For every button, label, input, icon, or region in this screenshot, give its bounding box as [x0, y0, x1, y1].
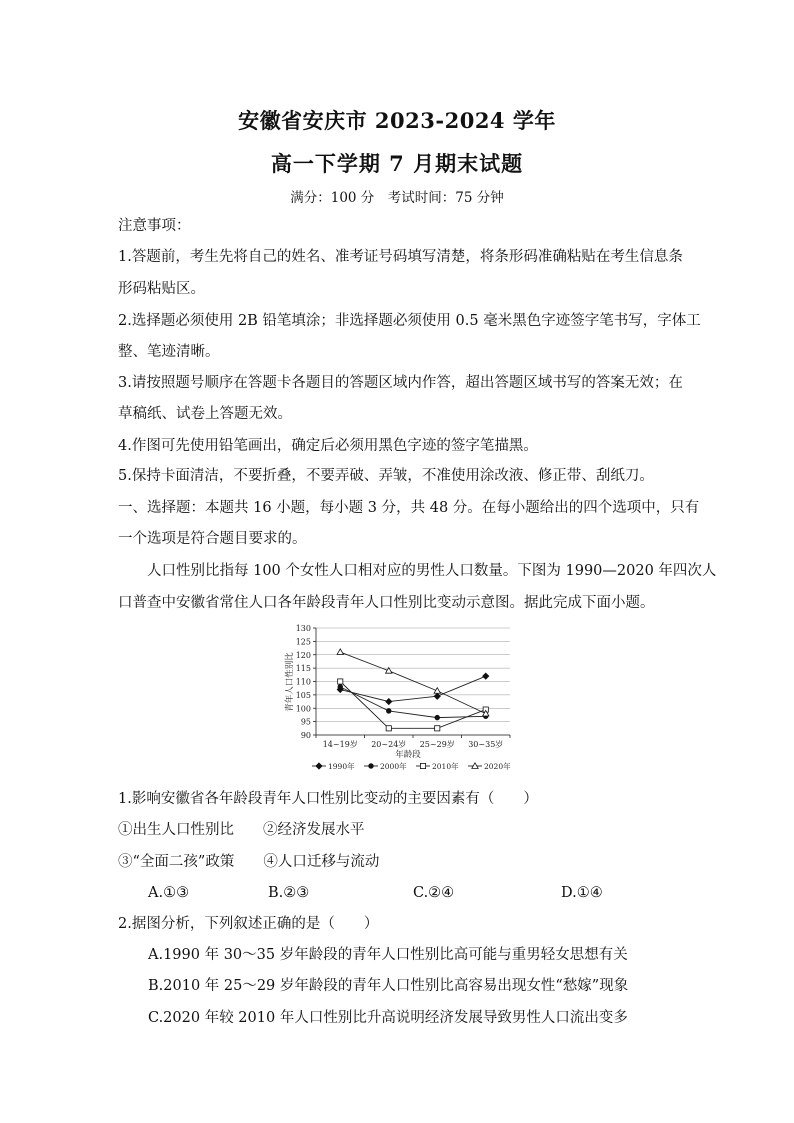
y-tick-label: 110: [295, 677, 311, 687]
note-line: 形码粘贴区。: [118, 281, 205, 297]
data-point-triangle: [337, 649, 343, 655]
notes-heading: 注意事项：: [118, 218, 191, 234]
note-line: 整、笔迹清晰。: [118, 344, 220, 360]
q1-stem: 1.影响安徽省各年龄段青年人口性别比变动的主要因素有（ ）: [118, 791, 538, 807]
y-tick-label: 130: [295, 624, 311, 633]
y-tick-label: 95: [300, 717, 311, 727]
legend-label: 1990年: [328, 762, 355, 771]
data-point-square: [420, 763, 425, 768]
q1-option-c[interactable]: C.②④: [413, 885, 455, 901]
data-point-diamond: [316, 763, 322, 769]
y-tick-label: 90: [300, 731, 311, 740]
exam-meta: 满分：100 分 考试时间：75 分钟: [290, 190, 504, 206]
y-tick-label: 100: [295, 704, 311, 714]
q1-option-a[interactable]: A.①③: [148, 885, 190, 901]
y-axis-label: 青年人口性别比: [285, 652, 295, 712]
legend-label: 2010年: [432, 762, 459, 771]
q2-stem: 2.据图分析，下列叙述正确的是（ ）: [118, 916, 379, 932]
q1-option-d[interactable]: D.①④: [561, 885, 603, 901]
section-heading: 一、选择题：本题共 16 小题，每小题 3 分，共 48 分。在每小题给出的四个选项中，只有: [118, 500, 700, 516]
q1-factors-line: ③“全面二孩”政策 ④人口迁移与流动: [118, 854, 380, 870]
legend-label: 2000年: [380, 762, 407, 771]
data-point-circle: [386, 709, 391, 714]
passage-line: 人口性别比指每 100 个女性人口相对应的男性人口数量。下图为 1990—2020 年四次人: [147, 563, 717, 579]
data-point-square: [435, 726, 440, 731]
data-point-square: [386, 726, 391, 731]
data-point-diamond: [386, 698, 392, 704]
note-line: 5.保持卡面清洁，不要折叠，不要弄破、弄皱，不准使用涂改液、修正带、刮纸刀。: [118, 468, 654, 484]
x-tick-label: 30~35岁: [468, 740, 504, 749]
y-tick-label: 105: [295, 690, 311, 700]
passage-line: 口普查中安徽省常住人口各年龄段青年人口性别比变动示意图。据此完成下面小题。: [118, 595, 655, 611]
exam-title-line1: 安徽省安庆市 2023-2024 学年: [238, 108, 556, 133]
q2-option-c[interactable]: C.2020 年较 2010 年人口性别比升高说明经济发展导致男性人口流出变多: [148, 1010, 628, 1026]
data-point-square: [338, 679, 343, 684]
y-tick-label: 115: [295, 664, 311, 674]
y-tick-label: 125: [295, 637, 311, 647]
note-line: 2.选择题必须使用 2B 铅笔填涂；非选择题必须使用 0.5 毫米黑色字迹签字笔书写，字体工: [118, 313, 701, 329]
data-point-circle: [435, 715, 440, 720]
note-line: 1.答题前，考生先将自己的姓名、准考证号码填写清楚，将条形码准确粘贴在考生信息条: [118, 249, 683, 265]
x-tick-label: 14~19岁: [322, 740, 358, 749]
data-point-circle: [369, 764, 374, 769]
q1-factors-line: ①出生人口性别比 ②经济发展水平: [118, 822, 365, 838]
section-heading-cont: 一个选项是符合题目要求的。: [118, 531, 307, 547]
q2-option-b[interactable]: B.2010 年 25～29 岁年龄段的青年人口性别比高容易出现女性“愁嫁”现象: [148, 978, 629, 994]
note-line: 3.请按照题号顺序在答题卡各题目的答题区域内作答，超出答题区域书写的答案无效；在: [118, 375, 683, 391]
legend-label: 2020年: [484, 762, 511, 771]
exam-title-line2: 高一下学期 7 月期末试题: [270, 151, 524, 176]
note-line: 4.作图可先使用铅笔画出，确定后必须用黑色字迹的签字笔描黑。: [118, 438, 538, 454]
q2-option-a[interactable]: A.1990 年 30～35 岁年龄段的青年人口性别比高可能与重男轻女思想有关: [148, 947, 628, 963]
data-point-diamond: [434, 693, 440, 699]
sex-ratio-line-chart: [268, 620, 518, 778]
x-tick-label: 25~29岁: [419, 740, 455, 749]
x-axis-label: 年龄段: [395, 750, 421, 760]
q1-option-b[interactable]: B.②③: [268, 885, 310, 901]
data-point-circle: [338, 684, 343, 689]
data-point-diamond: [483, 673, 489, 679]
x-tick-label: 20~24岁: [371, 740, 407, 749]
series-line: [340, 682, 486, 729]
data-point-triangle: [434, 688, 440, 694]
note-line: 草稿纸、试卷上答题无效。: [118, 406, 292, 422]
series-line: [340, 652, 486, 714]
y-tick-label: 120: [295, 650, 311, 660]
